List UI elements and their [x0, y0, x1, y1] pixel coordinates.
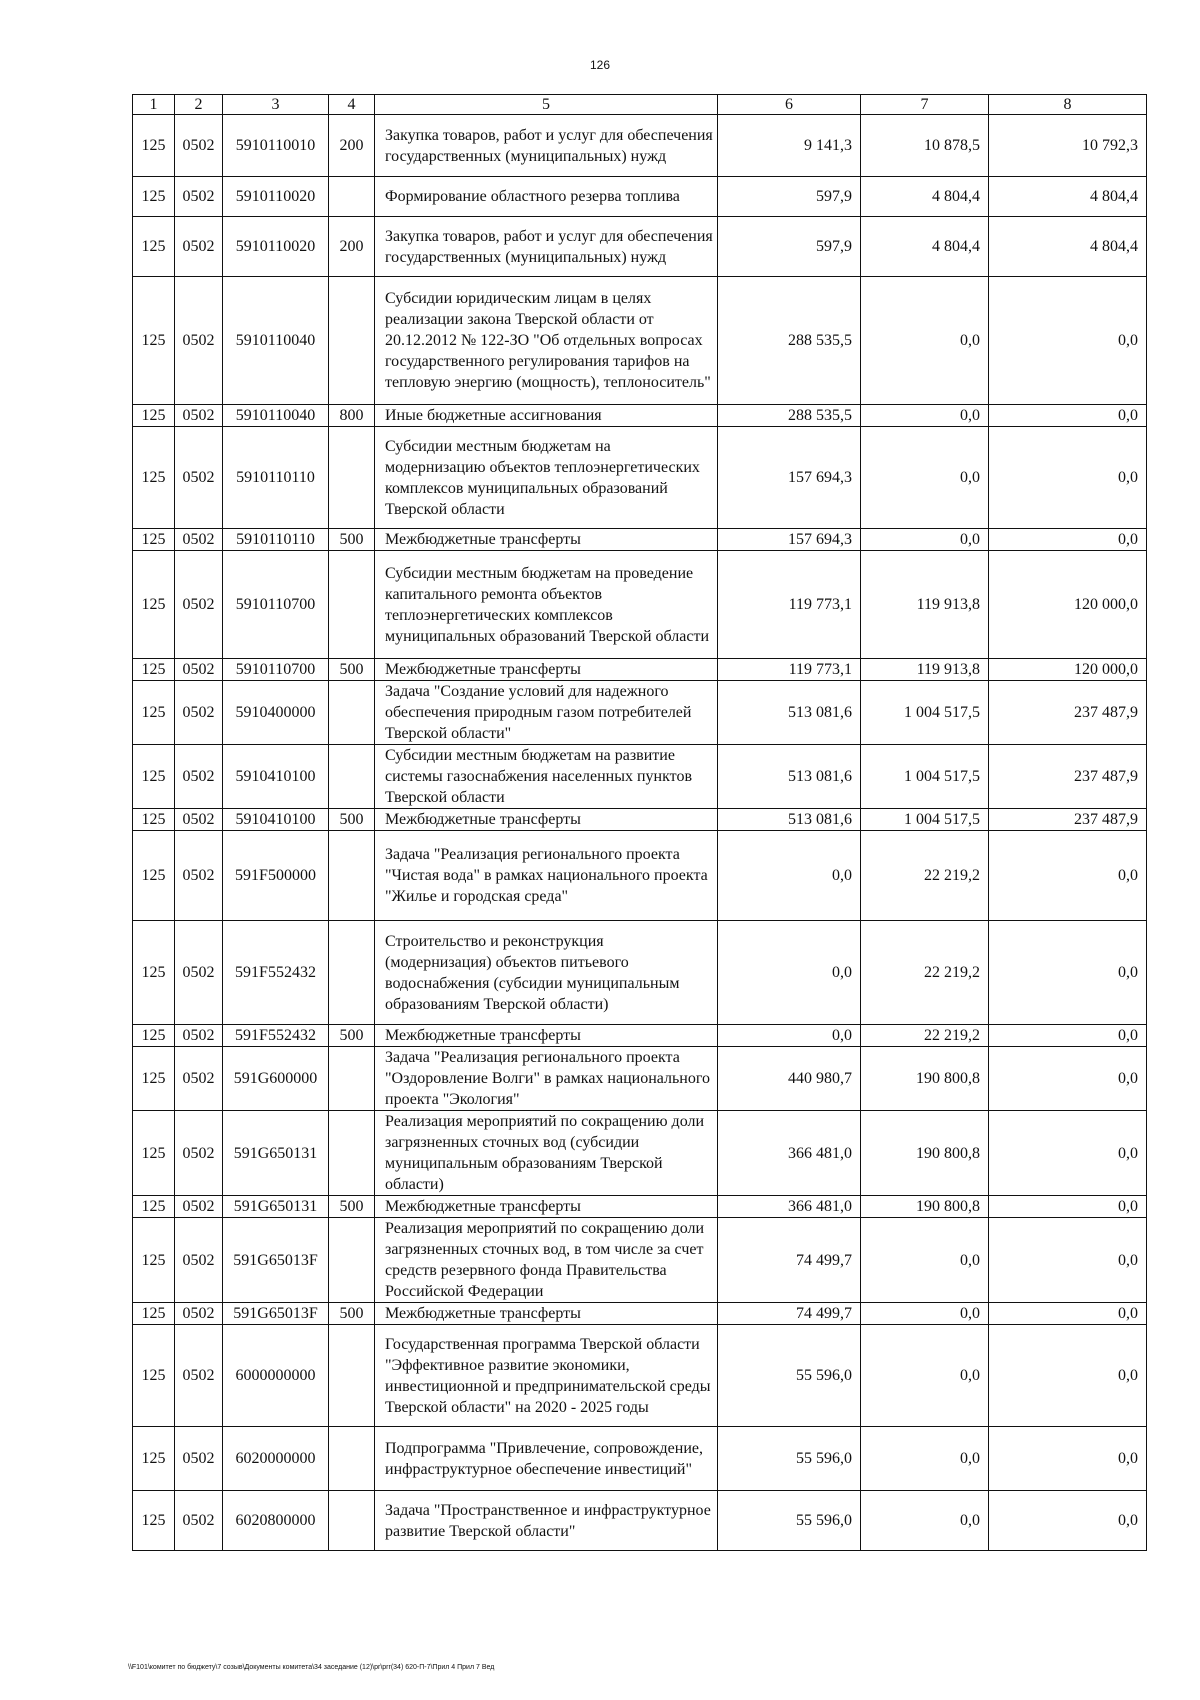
target-article-cell: 591G650131	[223, 1196, 329, 1218]
table-row	[133, 1491, 1147, 1551]
target-article-cell: 5910110020	[223, 217, 329, 277]
table-row	[133, 1047, 1147, 1111]
amount-cell: 366 481,0	[718, 1196, 861, 1218]
chapter-code-cell: 125	[133, 1047, 175, 1111]
amount-cell: 119 913,8	[861, 659, 989, 681]
chapter-code-cell: 125	[133, 681, 175, 745]
amount-cell: 0,0	[989, 1303, 1147, 1325]
target-article-cell: 5910110010	[223, 115, 329, 177]
amount-cell: 9 141,3	[718, 115, 861, 177]
chapter-code-cell: 125	[133, 1491, 175, 1551]
column-header: 5	[375, 95, 718, 115]
amount-cell: 0,0	[861, 1491, 989, 1551]
section-code-cell: 0502	[175, 831, 223, 921]
expense-type-cell: 500	[329, 809, 375, 831]
target-article-cell: 591F552432	[223, 1025, 329, 1047]
amount-cell: 1 004 517,5	[861, 745, 989, 809]
description-cell: Реализация мероприятий по сокращению доли загрязненных сточных вод, в том числе за счет средств резервного фонда Правительства Российской Федерации	[375, 1218, 718, 1303]
chapter-code-cell: 125	[133, 529, 175, 551]
target-article-cell: 5910110040	[223, 277, 329, 405]
target-article-cell: 5910410100	[223, 745, 329, 809]
expense-type-cell	[329, 681, 375, 745]
expense-type-cell	[329, 1427, 375, 1491]
amount-cell: 0,0	[861, 1427, 989, 1491]
expense-type-cell: 800	[329, 405, 375, 427]
target-article-cell: 591F500000	[223, 831, 329, 921]
amount-cell: 10 792,3	[989, 115, 1147, 177]
amount-cell: 74 499,7	[718, 1218, 861, 1303]
section-code-cell: 0502	[175, 1491, 223, 1551]
chapter-code-cell: 125	[133, 115, 175, 177]
table-row	[133, 745, 1147, 809]
description-cell: Межбюджетные трансферты	[375, 1303, 718, 1325]
section-code-cell: 0502	[175, 551, 223, 659]
target-article-cell: 5910110020	[223, 177, 329, 217]
chapter-code-cell: 125	[133, 1427, 175, 1491]
target-article-cell: 6000000000	[223, 1325, 329, 1427]
amount-cell: 0,0	[989, 921, 1147, 1025]
chapter-code-cell: 125	[133, 217, 175, 277]
target-article-cell: 5910410100	[223, 809, 329, 831]
amount-cell: 0,0	[718, 831, 861, 921]
chapter-code-cell: 125	[133, 427, 175, 529]
target-article-cell: 591F552432	[223, 921, 329, 1025]
section-code-cell: 0502	[175, 177, 223, 217]
chapter-code-cell: 125	[133, 1111, 175, 1196]
section-code-cell: 0502	[175, 681, 223, 745]
amount-cell: 440 980,7	[718, 1047, 861, 1111]
amount-cell: 10 878,5	[861, 115, 989, 177]
amount-cell: 237 487,9	[989, 745, 1147, 809]
description-cell: Закупка товаров, работ и услуг для обеспечения государственных (муниципальных) нужд	[375, 115, 718, 177]
amount-cell: 597,9	[718, 217, 861, 277]
amount-cell: 0,0	[989, 1047, 1147, 1111]
amount-cell: 55 596,0	[718, 1491, 861, 1551]
amount-cell: 120 000,0	[989, 659, 1147, 681]
file-path-footer: \\F101\комитет по бюджету\7 созыв\Документы комитета\34 заседание (12)\pr\prr(34) 620-П-7\Прил 4 Прил 7 Вед	[128, 1664, 495, 1671]
description-cell: Реализация мероприятий по сокращению доли загрязненных сточных вод (субсидии муниципальным образованиям Тверской области)	[375, 1111, 718, 1196]
amount-cell: 0,0	[989, 405, 1147, 427]
section-code-cell: 0502	[175, 217, 223, 277]
expense-type-cell	[329, 277, 375, 405]
expense-type-cell: 200	[329, 115, 375, 177]
section-code-cell: 0502	[175, 809, 223, 831]
section-code-cell: 0502	[175, 1325, 223, 1427]
chapter-code-cell: 125	[133, 551, 175, 659]
section-code-cell: 0502	[175, 427, 223, 529]
table-row	[133, 529, 1147, 551]
amount-cell: 513 081,6	[718, 681, 861, 745]
target-article-cell: 5910110700	[223, 659, 329, 681]
amount-cell: 0,0	[861, 1325, 989, 1427]
amount-cell: 237 487,9	[989, 681, 1147, 745]
amount-cell: 55 596,0	[718, 1325, 861, 1427]
description-cell: Государственная программа Тверской области "Эффективное развитие экономики, инвестиционной и предпринимательской среды Тверской области" на 2020 - 2025 годы	[375, 1325, 718, 1427]
table-body	[133, 115, 1147, 1551]
amount-cell: 0,0	[989, 427, 1147, 529]
expense-type-cell	[329, 177, 375, 217]
table-row	[133, 217, 1147, 277]
description-cell: Подпрограмма "Привлечение, сопровождение, инфраструктурное обеспечение инвестиций"	[375, 1427, 718, 1491]
description-cell: Задача "Реализация регионального проекта "Чистая вода" в рамках национального проекта "Жилье и городская среда"	[375, 831, 718, 921]
expense-type-cell	[329, 1491, 375, 1551]
amount-cell: 597,9	[718, 177, 861, 217]
amount-cell: 0,0	[861, 1218, 989, 1303]
amount-cell: 0,0	[989, 1196, 1147, 1218]
column-header: 7	[861, 95, 989, 115]
description-cell: Межбюджетные трансферты	[375, 529, 718, 551]
chapter-code-cell: 125	[133, 1218, 175, 1303]
table-row	[133, 921, 1147, 1025]
amount-cell: 55 596,0	[718, 1427, 861, 1491]
amount-cell: 0,0	[989, 1218, 1147, 1303]
target-article-cell: 5910110110	[223, 529, 329, 551]
section-code-cell: 0502	[175, 405, 223, 427]
header-row	[133, 95, 1147, 115]
amount-cell: 0,0	[989, 1491, 1147, 1551]
expense-type-cell	[329, 831, 375, 921]
amount-cell: 0,0	[861, 427, 989, 529]
amount-cell: 4 804,4	[861, 217, 989, 277]
amount-cell: 4 804,4	[989, 217, 1147, 277]
target-article-cell: 5910110040	[223, 405, 329, 427]
amount-cell: 0,0	[861, 277, 989, 405]
table-row	[133, 1025, 1147, 1047]
table-row	[133, 405, 1147, 427]
expense-type-cell: 500	[329, 1196, 375, 1218]
amount-cell: 0,0	[989, 1325, 1147, 1427]
target-article-cell: 591G65013F	[223, 1303, 329, 1325]
chapter-code-cell: 125	[133, 177, 175, 217]
expense-type-cell: 500	[329, 659, 375, 681]
amount-cell: 288 535,5	[718, 277, 861, 405]
target-article-cell: 6020000000	[223, 1427, 329, 1491]
amount-cell: 513 081,6	[718, 809, 861, 831]
section-code-cell: 0502	[175, 659, 223, 681]
expense-type-cell	[329, 1325, 375, 1427]
amount-cell: 237 487,9	[989, 809, 1147, 831]
chapter-code-cell: 125	[133, 1025, 175, 1047]
page-number: 126	[589, 58, 611, 72]
chapter-code-cell: 125	[133, 1325, 175, 1427]
amount-cell: 0,0	[989, 1427, 1147, 1491]
amount-cell: 157 694,3	[718, 427, 861, 529]
amount-cell: 120 000,0	[989, 551, 1147, 659]
section-code-cell: 0502	[175, 745, 223, 809]
expense-type-cell: 500	[329, 1303, 375, 1325]
table-row	[133, 427, 1147, 529]
column-header: 2	[175, 95, 223, 115]
description-cell: Межбюджетные трансферты	[375, 659, 718, 681]
table-row	[133, 681, 1147, 745]
amount-cell: 190 800,8	[861, 1196, 989, 1218]
section-code-cell: 0502	[175, 1427, 223, 1491]
amount-cell: 0,0	[989, 1025, 1147, 1047]
expense-type-cell: 500	[329, 529, 375, 551]
table-row	[133, 551, 1147, 659]
table-row	[133, 659, 1147, 681]
description-cell: Строительство и реконструкция (модернизация) объектов питьевого водоснабжения (субсидии муниципальным образованиям Тверской области)	[375, 921, 718, 1025]
section-code-cell: 0502	[175, 277, 223, 405]
expense-type-cell	[329, 1218, 375, 1303]
chapter-code-cell: 125	[133, 1196, 175, 1218]
amount-cell: 190 800,8	[861, 1111, 989, 1196]
amount-cell: 22 219,2	[861, 921, 989, 1025]
section-code-cell: 0502	[175, 1218, 223, 1303]
description-cell: Иные бюджетные ассигнования	[375, 405, 718, 427]
amount-cell: 4 804,4	[989, 177, 1147, 217]
description-cell: Задача "Пространственное и инфраструктурное развитие Тверской области"	[375, 1491, 718, 1551]
table-row	[133, 1196, 1147, 1218]
target-article-cell: 5910110700	[223, 551, 329, 659]
table-row	[133, 1111, 1147, 1196]
amount-cell: 119 773,1	[718, 551, 861, 659]
amount-cell: 0,0	[861, 529, 989, 551]
expense-type-cell: 200	[329, 217, 375, 277]
amount-cell: 22 219,2	[861, 1025, 989, 1047]
expense-type-cell	[329, 921, 375, 1025]
description-cell: Задача "Создание условий для надежного обеспечения природным газом потребителей Тверской области"	[375, 681, 718, 745]
chapter-code-cell: 125	[133, 831, 175, 921]
amount-cell: 119 773,1	[718, 659, 861, 681]
amount-cell: 74 499,7	[718, 1303, 861, 1325]
chapter-code-cell: 125	[133, 921, 175, 1025]
description-cell: Субсидии местным бюджетам на модернизацию объектов теплоэнергетических комплексов муниципальных образований Тверской области	[375, 427, 718, 529]
column-header: 8	[989, 95, 1147, 115]
expense-type-cell	[329, 1111, 375, 1196]
section-code-cell: 0502	[175, 1047, 223, 1111]
amount-cell: 0,0	[718, 921, 861, 1025]
table-row	[133, 1427, 1147, 1491]
amount-cell: 1 004 517,5	[861, 681, 989, 745]
expense-type-cell: 500	[329, 1025, 375, 1047]
amount-cell: 0,0	[861, 405, 989, 427]
column-header: 4	[329, 95, 375, 115]
chapter-code-cell: 125	[133, 277, 175, 405]
section-code-cell: 0502	[175, 1303, 223, 1325]
chapter-code-cell: 125	[133, 1303, 175, 1325]
amount-cell: 4 804,4	[861, 177, 989, 217]
table-row	[133, 1325, 1147, 1427]
expense-type-cell	[329, 1047, 375, 1111]
target-article-cell: 591G65013F	[223, 1218, 329, 1303]
table-row	[133, 277, 1147, 405]
chapter-code-cell: 125	[133, 745, 175, 809]
expense-type-cell	[329, 427, 375, 529]
section-code-cell: 0502	[175, 115, 223, 177]
target-article-cell: 5910110110	[223, 427, 329, 529]
table-row	[133, 809, 1147, 831]
description-cell: Субсидии юридическим лицам в целях реализации закона Тверской области от 20.12.2012 № 122-ЗО "Об отдельных вопросах государственного регулирования тарифов на тепловую энергию (мощность), теплоноситель"	[375, 277, 718, 405]
amount-cell: 190 800,8	[861, 1047, 989, 1111]
description-cell: Задача "Реализация регионального проекта "Оздоровление Волги" в рамках национального проекта "Экология"	[375, 1047, 718, 1111]
section-code-cell: 0502	[175, 1025, 223, 1047]
chapter-code-cell: 125	[133, 405, 175, 427]
column-header: 1	[133, 95, 175, 115]
description-cell: Межбюджетные трансферты	[375, 809, 718, 831]
table-row	[133, 177, 1147, 217]
description-cell: Субсидии местным бюджетам на развитие системы газоснабжения населенных пунктов Тверской области	[375, 745, 718, 809]
expense-type-cell	[329, 745, 375, 809]
amount-cell: 0,0	[989, 529, 1147, 551]
column-header: 6	[718, 95, 861, 115]
table-row	[133, 831, 1147, 921]
amount-cell: 1 004 517,5	[861, 809, 989, 831]
amount-cell: 157 694,3	[718, 529, 861, 551]
amount-cell: 288 535,5	[718, 405, 861, 427]
amount-cell: 513 081,6	[718, 745, 861, 809]
chapter-code-cell: 125	[133, 659, 175, 681]
amount-cell: 22 219,2	[861, 831, 989, 921]
target-article-cell: 591G650131	[223, 1111, 329, 1196]
amount-cell: 0,0	[718, 1025, 861, 1047]
amount-cell: 0,0	[989, 1111, 1147, 1196]
section-code-cell: 0502	[175, 1111, 223, 1196]
description-cell: Субсидии местным бюджетам на проведение капитального ремонта объектов теплоэнергетических комплексов муниципальных образований Тверской области	[375, 551, 718, 659]
amount-cell: 0,0	[989, 277, 1147, 405]
description-cell: Формирование областного резерва топлива	[375, 177, 718, 217]
table-row	[133, 115, 1147, 177]
section-code-cell: 0502	[175, 529, 223, 551]
section-code-cell: 0502	[175, 921, 223, 1025]
description-cell: Межбюджетные трансферты	[375, 1196, 718, 1218]
expense-type-cell	[329, 551, 375, 659]
chapter-code-cell: 125	[133, 809, 175, 831]
amount-cell: 366 481,0	[718, 1111, 861, 1196]
target-article-cell: 591G600000	[223, 1047, 329, 1111]
section-code-cell: 0502	[175, 1196, 223, 1218]
column-header: 3	[223, 95, 329, 115]
description-cell: Межбюджетные трансферты	[375, 1025, 718, 1047]
target-article-cell: 6020800000	[223, 1491, 329, 1551]
budget-table	[132, 94, 1147, 1551]
description-cell: Закупка товаров, работ и услуг для обеспечения государственных (муниципальных) нужд	[375, 217, 718, 277]
amount-cell: 0,0	[861, 1303, 989, 1325]
target-article-cell: 5910400000	[223, 681, 329, 745]
amount-cell: 119 913,8	[861, 551, 989, 659]
table-row	[133, 1218, 1147, 1303]
amount-cell: 0,0	[989, 831, 1147, 921]
table-row	[133, 1303, 1147, 1325]
